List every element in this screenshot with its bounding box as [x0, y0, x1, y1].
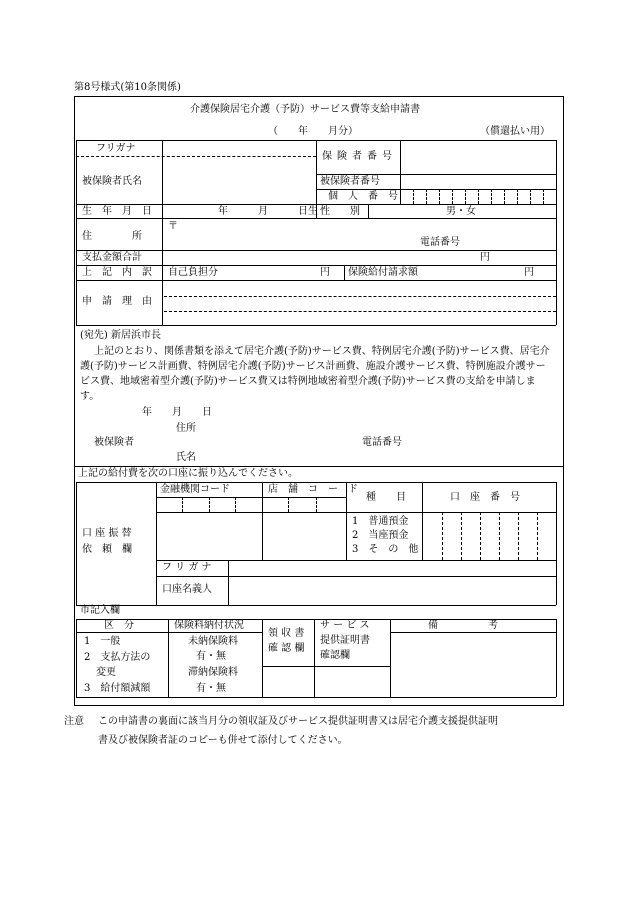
category-item-2b: 変更 [96, 667, 116, 678]
premium-overdue: 滞納保険料 [188, 667, 238, 678]
address-label: 住 所 [82, 231, 142, 242]
form-number: 第8号様式(第10条関係) [74, 82, 181, 93]
total-amount-field[interactable] [164, 252, 476, 264]
account-type-option-3[interactable]: 3 そ の 他 [352, 544, 419, 555]
branch-code-label: 店 舗 コ ー ド [268, 484, 358, 495]
personal-no-field[interactable] [402, 190, 554, 203]
account-request-label-2: 依 頼 欄 [82, 544, 132, 555]
self-pay-yen: 円 [320, 267, 330, 278]
reason-label: 申 請 理 由 [82, 296, 152, 307]
account-request-label-1: 口 座 振 替 [82, 528, 132, 539]
note-line-1: この申請書の裏面に該当月分の領収証及びサービス提供証明書又は居宅介護支援提供証明 [98, 716, 498, 727]
self-pay-label: 自己負担分 [168, 267, 218, 278]
category-header: 区 分 [104, 620, 134, 631]
transfer-note: 上記の給付費を次の口座に振り込んでください。 [78, 468, 298, 479]
receipt-check-2: 確 認 欄 [268, 643, 305, 654]
branch-code-cell-1 [288, 497, 289, 512]
account-no-cell-4 [499, 512, 500, 560]
repayment-note: （償還払い用） [480, 126, 550, 137]
breakdown-row-top [76, 265, 556, 266]
account-no-cell-1 [442, 512, 443, 560]
city-header-bottom-right [390, 632, 556, 633]
birth-date-field[interactable]: 年 月 日生 [218, 206, 318, 217]
insured-name-field[interactable] [164, 158, 314, 202]
total-row-top [76, 250, 556, 251]
postal-mark: 〒 [168, 221, 178, 232]
premium-unpaid-choice[interactable]: 有・無 [196, 651, 226, 662]
type-number-divider [422, 482, 423, 560]
furigana-divider [76, 156, 316, 157]
application-date[interactable]: 年 月 日 [142, 407, 212, 418]
birth-row-top [76, 204, 556, 205]
premium-header: 保険料納付状況 [174, 620, 244, 631]
account-no-cell-6 [537, 512, 538, 560]
check-row-divider [262, 666, 390, 667]
gender-divider [368, 204, 369, 218]
account-table-top [76, 482, 556, 483]
total-label: 支払金額合計 [82, 252, 142, 263]
branch-type-divider [346, 482, 347, 560]
benefit-claim-label: 保険給付請求額 [348, 267, 418, 278]
insurer-no-divider [400, 140, 401, 174]
applicant-address-label: 住所 [176, 423, 196, 434]
account-table-bottom [76, 605, 556, 606]
bank-code-label: 金融機関コード [160, 484, 230, 495]
bank-name-field[interactable] [158, 514, 260, 558]
birth-label: 生 年 月 日 [82, 206, 152, 217]
account-furigana-label: フ リ ガ ナ [162, 562, 212, 573]
remarks-field[interactable] [392, 634, 554, 696]
code-header-bottom [156, 497, 346, 498]
city-table-left [76, 619, 77, 697]
table-right-border [556, 140, 557, 325]
receipt-check-1: 領 収 書 [268, 628, 305, 639]
note-label: 注意 [64, 716, 84, 727]
bank-code-cell-1 [182, 497, 183, 512]
bank-code-cell-3 [235, 497, 236, 512]
address-field[interactable] [180, 220, 550, 248]
category-item-3: 3 給付額減額 [84, 683, 151, 694]
reason-field[interactable] [164, 282, 554, 324]
address-phone-label: 電話番号 [420, 237, 460, 248]
city-table-right [556, 619, 557, 697]
branch-name-field[interactable] [264, 514, 344, 558]
insurer-no-label: 保険者番号 [322, 151, 397, 162]
receipt-divider [314, 619, 315, 697]
category-item-2: 2 支払方法の [84, 652, 151, 663]
account-no-cell-2 [461, 512, 462, 560]
personal-no-divider [400, 189, 401, 204]
account-holder-top [156, 576, 556, 577]
declaration-text: 上記のとおり、関係書類を添えて居宅介護(予防)サービス費、特例居宅介護(予防)サービス費、居宅介護(予防)サービス計画費、特例居宅介護(予防)サービス計画費、施設介護サービス費、特例施設介護サービス費、地域密着型介護(予防)サービス費又は特例地域密着型介護(予防)サービス費の支給を申請します。 [80, 346, 550, 402]
code-cells-bottom [156, 512, 556, 513]
account-no-cell-3 [480, 512, 481, 560]
reason-row-top [76, 280, 556, 281]
applicant-name-label: 氏名 [176, 452, 196, 463]
insurer-no-field[interactable] [402, 142, 554, 172]
insured-no-label: 被保険者番号 [320, 176, 380, 187]
period-field[interactable]: （ 年 月分） [268, 126, 358, 137]
city-section-label: 市記入欄 [80, 605, 120, 616]
addressee: (宛先) 新居浜市長 [80, 330, 161, 341]
account-furigana-top [156, 560, 556, 561]
holder-label-divider [228, 560, 229, 605]
branch-code-cell-2 [316, 497, 317, 512]
note-line-2: 書及び被保険者証のコピーも併せて添付してください。 [98, 735, 348, 746]
address-row-top [76, 218, 556, 219]
label-column-divider [162, 140, 163, 325]
service-cert-3: 確認欄 [320, 650, 350, 661]
account-no-label: 口 座 番 号 [450, 492, 520, 503]
account-type-label: 種 目 [366, 492, 406, 503]
gender-label: 性 別 [320, 206, 360, 217]
table-bottom-border [76, 325, 556, 326]
account-table-left [76, 482, 77, 605]
table-left-border [76, 140, 77, 325]
applicant-label: 被保険者 [94, 437, 134, 448]
furigana-label: フリガナ [96, 143, 136, 154]
service-divider [390, 619, 391, 697]
account-furigana-field[interactable] [230, 562, 554, 574]
account-holder-label: 口座名義人 [162, 584, 212, 595]
total-yen: 円 [480, 252, 490, 263]
city-header-bottom-left [76, 632, 262, 633]
gender-choice[interactable]: 男・女 [446, 206, 476, 217]
personal-no-label: 個 人 番 号 [328, 191, 398, 202]
benefit-yen: 円 [524, 267, 534, 278]
city-table-bottom [76, 697, 556, 698]
premium-unpaid: 未納保険料 [188, 636, 238, 647]
account-type-option-1[interactable]: 1 普通預金 [352, 516, 409, 527]
account-label-divider [156, 482, 157, 605]
breakdown-label: 上 記 内 訳 [82, 267, 152, 278]
service-cert-1: サ ー ビ ス [320, 620, 370, 631]
premium-overdue-choice[interactable]: 有・無 [196, 683, 226, 694]
insurer-no-bottom [316, 174, 556, 175]
service-cert-2: 提供証明書 [320, 635, 370, 646]
insured-name-label: 被保険者氏名 [82, 176, 142, 187]
bank-code-cell-2 [209, 497, 210, 512]
account-type-option-2[interactable]: 2 当座預金 [352, 530, 409, 541]
category-item-1: 1 一般 [84, 636, 121, 647]
breakdown-divider [344, 265, 345, 280]
bank-branch-divider [262, 482, 263, 560]
form-title: 介護保険居宅介護（予防）サービス費等支給申請書 [190, 104, 420, 115]
transfer-section-top [74, 466, 564, 467]
premium-divider [262, 619, 263, 697]
insured-no-field[interactable] [402, 176, 554, 189]
remarks-header: 備 考 [428, 620, 498, 631]
account-table-right [556, 482, 557, 605]
applicant-phone-label: 電話番号 [362, 437, 402, 448]
account-holder-field[interactable] [230, 578, 554, 604]
category-divider [168, 619, 169, 697]
insured-no-divider [400, 174, 401, 190]
account-no-cell-5 [518, 512, 519, 560]
